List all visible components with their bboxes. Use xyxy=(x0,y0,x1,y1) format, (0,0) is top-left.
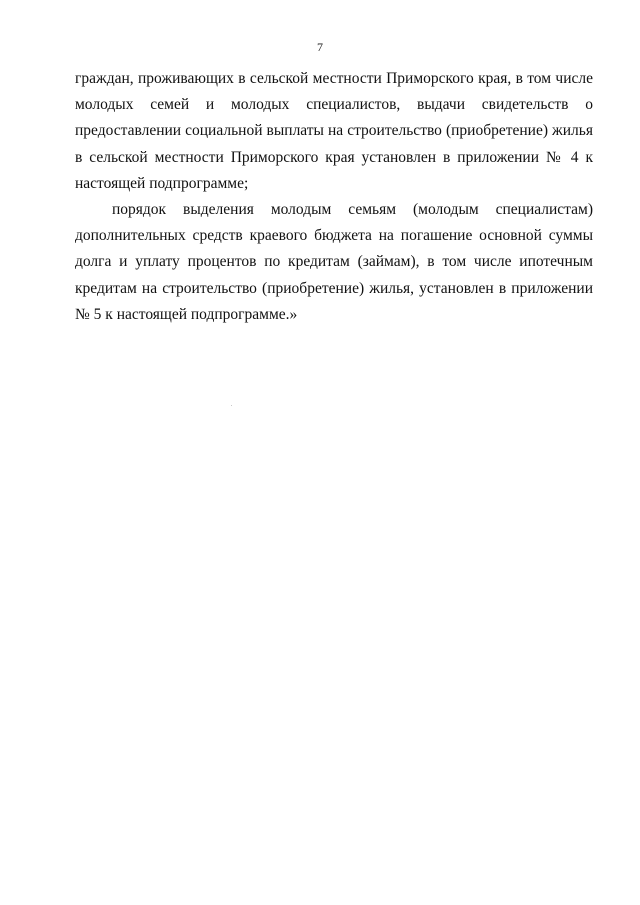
document-body xyxy=(75,66,593,328)
page-number: 7 xyxy=(317,40,323,54)
scan-speck xyxy=(231,405,232,406)
paragraph-allocation-procedure: порядок выделения молодым семьям (молодым специалистам) дополнительных средств краевого бюджета на погашение основной суммы долга и уплату процентов по кредитам (займам), в том числе ипотечным кредитам на строительство (приобретение) жилья, установлен в приложении № 5 к настоящей подпрограмме.» xyxy=(75,201,593,323)
paragraph-continued: граждан, проживающих в сельской местности Приморского края, в том числе молодых семей и молодых специалистов, выдачи свидетельств о предоставлении социальной выплаты на строительство (приобретение) жилья в сельской местности Приморского края установлен в приложении № 4 к настоящей подпрограмме; xyxy=(75,70,593,192)
